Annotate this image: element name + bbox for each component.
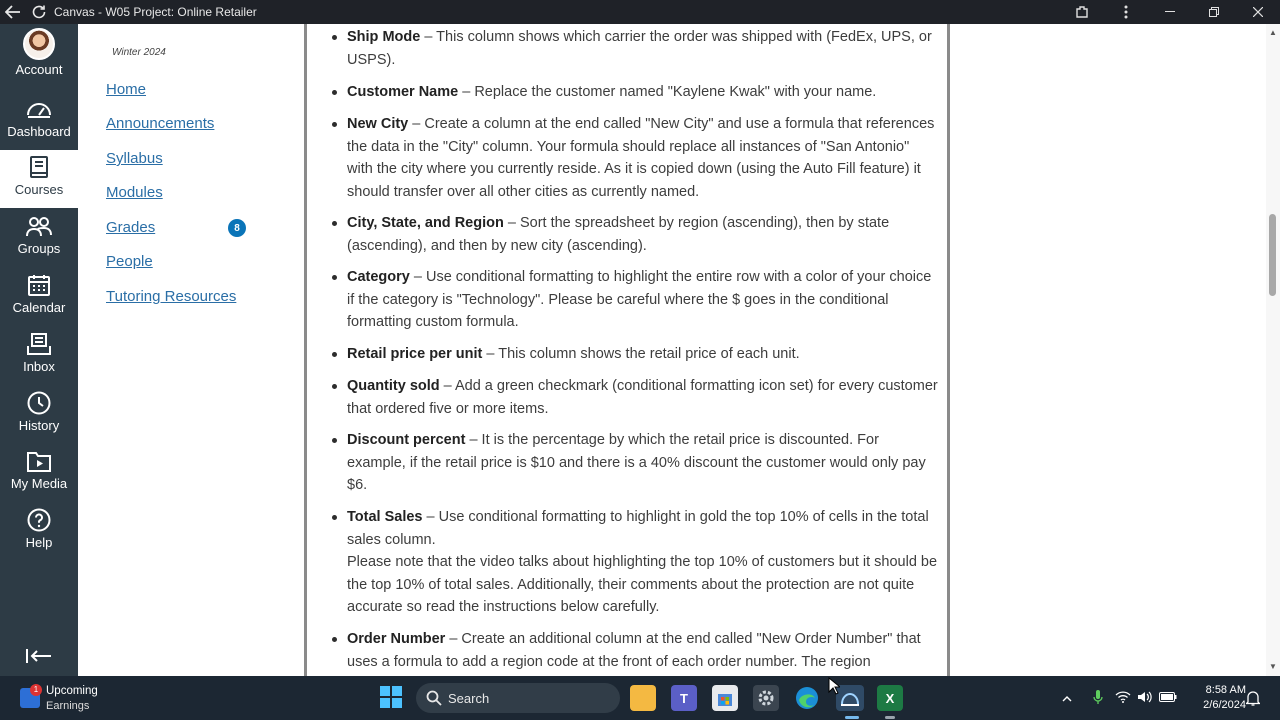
clock-time: 8:58 AM (1205, 684, 1246, 696)
active-app-indicator (845, 716, 859, 719)
item-term: Ship Mode (347, 29, 421, 45)
bullet (332, 438, 337, 443)
item-term: Category (347, 269, 410, 285)
list-item (347, 81, 939, 104)
restore-icon[interactable] (1192, 0, 1236, 24)
canvas-app-icon[interactable] (836, 685, 864, 711)
item-term: Retail price per unit (347, 346, 483, 362)
page-scrollbar[interactable] (1266, 24, 1280, 676)
item-term: City, State, and Region (347, 215, 504, 231)
system-tray (1058, 676, 1180, 720)
avatar (23, 28, 55, 60)
news-line-2: Earnings (46, 700, 90, 712)
volume-icon[interactable] (1134, 691, 1156, 706)
global-nav-label: My Media (10, 476, 68, 491)
bullet (332, 275, 337, 280)
excel-icon[interactable]: X (877, 685, 903, 711)
global-nav-label: Groups (17, 241, 61, 256)
list-item (347, 429, 939, 497)
global-nav-label: Help (25, 535, 53, 550)
item-term: Customer Name (347, 84, 459, 100)
assignment-content (304, 24, 950, 676)
item-term: New City (347, 116, 409, 132)
window-titlebar (0, 0, 1280, 24)
battery-icon[interactable] (1156, 691, 1180, 705)
microphone-icon[interactable] (1084, 690, 1112, 707)
windows-taskbar (0, 676, 1280, 720)
extensions-icon[interactable] (1060, 0, 1104, 24)
search-icon (426, 690, 442, 709)
dashboard-icon (26, 96, 52, 122)
notification-bell-icon[interactable] (1246, 690, 1260, 711)
list-item (347, 506, 939, 619)
start-windows-icon[interactable] (380, 686, 402, 708)
bullet (332, 90, 337, 95)
more-options-icon[interactable] (1104, 0, 1148, 24)
item-text: – Create an additional column at the end called "New Order Number" that uses a formula to add a region code at the front of each order number. The region (347, 631, 921, 670)
clock-date: 2/6/2024 (1203, 699, 1246, 711)
minimize-icon[interactable] (1148, 0, 1192, 24)
global-nav-calendar[interactable] (0, 268, 78, 326)
bullet (332, 352, 337, 357)
edge-browser-icon[interactable] (794, 685, 820, 711)
bullet (332, 122, 337, 127)
bullet (332, 637, 337, 642)
scroll-down-icon[interactable]: ▼ (1269, 662, 1277, 671)
wifi-icon[interactable] (1112, 691, 1134, 706)
course-nav-people[interactable]: People (106, 253, 153, 270)
news-line-1: Upcoming (46, 685, 98, 697)
item-term: Order Number (347, 631, 446, 647)
bullet (332, 384, 337, 389)
course-term: Winter 2024 (112, 47, 166, 58)
item-term: Quantity sold (347, 378, 440, 394)
global-nav-label: Courses (14, 182, 64, 197)
bullet (332, 221, 337, 226)
item-term: Total Sales (347, 509, 423, 525)
news-widget[interactable] (18, 682, 138, 714)
course-nav-announcements[interactable]: Announcements (106, 115, 215, 132)
list-item (347, 113, 939, 203)
item-text: – This column shows the retail price of each unit. (482, 346, 800, 362)
system-clock[interactable] (1190, 683, 1246, 713)
right-blank-pane (950, 24, 1266, 676)
list-item (347, 266, 939, 334)
item-text: – It is the percentage by which the retail price is discounted. For example, if the retail price is $10 and there is a 40% discount the customer would only pay $6. (347, 432, 926, 493)
item-text: – Create a column at the end called "New City" and use a formula that references the data in the "City" column. Your formula should replace all instances of "San Antonio" with the city where you currently reside. As it is copied down (using the Auto Fill feature) it should transfer over all other cities as currently named. (347, 116, 935, 200)
grades-count-badge: 8 (228, 219, 246, 237)
back-arrow-icon[interactable] (0, 0, 26, 24)
global-nav-dashboard[interactable] (0, 92, 78, 150)
search-placeholder: Search (448, 690, 490, 706)
bullet (332, 515, 337, 520)
course-nav-modules[interactable]: Modules (106, 184, 163, 201)
global-nav-help[interactable] (0, 503, 78, 561)
list-item (347, 343, 939, 366)
open-app-indicator (885, 716, 895, 719)
media-icon (27, 448, 51, 474)
collapse-nav-icon[interactable] (22, 642, 56, 670)
global-nav-account[interactable] (0, 28, 78, 86)
scroll-thumb[interactable] (1269, 214, 1276, 296)
list-item (347, 212, 939, 257)
notification-badge: 1 (30, 684, 42, 696)
global-nav-label: Account (15, 62, 63, 77)
global-nav-label: Inbox (23, 359, 55, 374)
item-text: – Add a green checkmark (conditional formatting icon set) for every customer that ordered five or more items. (347, 378, 938, 417)
global-nav-my-media[interactable] (0, 444, 78, 502)
scroll-up-icon[interactable]: ▲ (1269, 28, 1277, 37)
item-term: Discount percent (347, 432, 466, 448)
global-nav-label: Dashboard (7, 124, 71, 139)
item-text: – Sort the spreadsheet by region (ascending), then by state (ascending), and then by new city (ascending). (347, 215, 890, 254)
global-nav-inbox[interactable] (0, 327, 78, 385)
global-nav-history[interactable] (0, 386, 78, 444)
refresh-icon[interactable] (26, 0, 52, 24)
course-nav-syllabus[interactable]: Syllabus (106, 150, 163, 167)
global-nav-courses[interactable] (0, 150, 78, 208)
item-text: – Use conditional formatting to highlight the entire row with a color of your choice if the category is "Technology". Please be careful where the $ goes in the conditional formatting custom formula. (347, 269, 932, 330)
teams-icon[interactable]: T (671, 685, 697, 711)
bullet (332, 35, 337, 40)
list-item (347, 375, 939, 420)
item-text: – Replace the customer named "Kaylene Kwak" with your name. (458, 84, 877, 100)
item-note: Please note that the video talks about highlighting the top 10% of customers but it should be the top 10% of total sales. Additionally, their comments about the protection are not quite accurate so read the instructions below carefully. (347, 554, 938, 615)
global-nav-label: Calendar (12, 300, 66, 315)
book-icon (29, 154, 49, 180)
global-navigation (0, 24, 78, 676)
clock-icon (27, 390, 51, 416)
item-text: – Use conditional formatting to highlight in gold the top 10% of cells in the total sales column. (347, 509, 929, 548)
chevron-up-icon[interactable] (1058, 691, 1076, 705)
course-nav-home[interactable]: Home (106, 81, 147, 98)
list-item (347, 26, 939, 71)
store-icon[interactable] (712, 685, 738, 711)
window-title: Canvas - W05 Project: Online Retailer (54, 5, 257, 19)
mouse-cursor-icon (828, 677, 840, 700)
course-nav-grades[interactable]: Grades (106, 219, 156, 236)
groups-icon (26, 213, 52, 239)
global-nav-label: History (18, 418, 60, 433)
close-icon[interactable] (1236, 0, 1280, 24)
course-nav-tutoring-resources[interactable]: Tutoring Resources (106, 288, 237, 305)
global-nav-groups[interactable] (0, 209, 78, 267)
file-explorer-icon[interactable] (630, 685, 656, 711)
item-text: – This column shows which carrier the order was shipped with (FedEx, UPS, or USPS). (347, 29, 932, 68)
taskbar-search[interactable] (416, 683, 620, 713)
settings-gear-icon[interactable] (753, 685, 779, 711)
course-navigation (78, 24, 304, 676)
help-icon (27, 507, 51, 533)
inbox-icon (27, 331, 51, 357)
calendar-icon (28, 272, 50, 298)
list-item (347, 628, 939, 673)
